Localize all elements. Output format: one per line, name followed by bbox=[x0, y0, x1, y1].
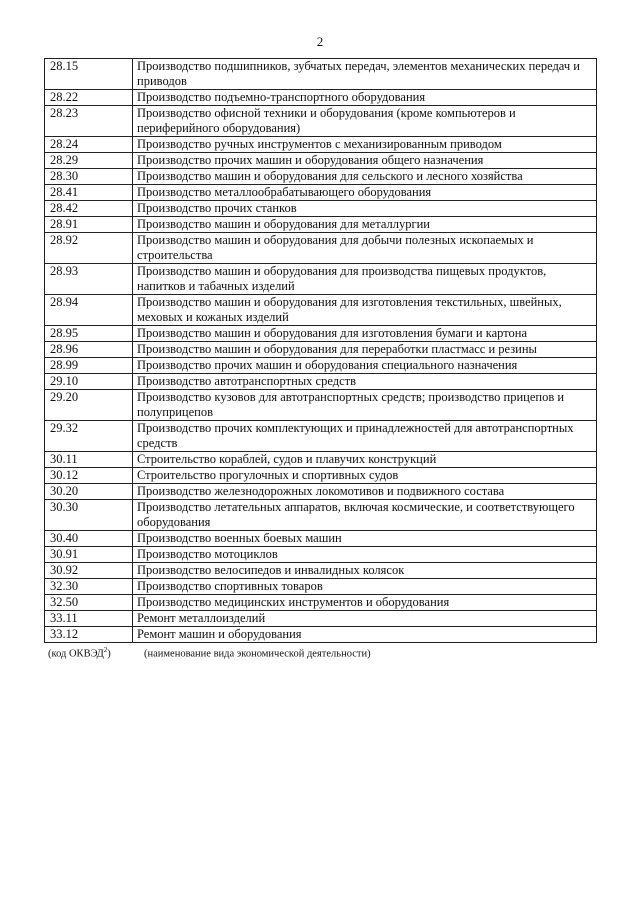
activity-name-caption: (наименование вида экономической деятельности) bbox=[144, 648, 371, 660]
table-row bbox=[45, 595, 597, 611]
table-row bbox=[45, 611, 597, 627]
activity-name-cell: Производство офисной техники и оборудования (кроме компьютеров и периферийного оборудования) bbox=[133, 106, 597, 137]
table-row bbox=[45, 217, 597, 233]
okved-table-body bbox=[45, 59, 597, 643]
activity-name-cell: Производство машин и оборудования для добычи полезных ископаемых и строительства bbox=[133, 233, 597, 264]
activity-name-cell: Производство железнодорожных локомотивов и подвижного состава bbox=[133, 484, 597, 500]
activity-name-cell: Производство кузовов для автотранспортных средств; производство прицепов и полуприцепов bbox=[133, 390, 597, 421]
okved-code-cell: 28.91 bbox=[45, 217, 133, 233]
okved-activity-table bbox=[44, 58, 597, 643]
okved-code-cell: 28.22 bbox=[45, 90, 133, 106]
activity-name-cell: Ремонт металлоизделий bbox=[133, 611, 597, 627]
table-row bbox=[45, 342, 597, 358]
table-row bbox=[45, 468, 597, 484]
activity-name-cell: Производство автотранспортных средств bbox=[133, 374, 597, 390]
table-row bbox=[45, 390, 597, 421]
okved-code-cell: 28.92 bbox=[45, 233, 133, 264]
okved-code-cell: 29.20 bbox=[45, 390, 133, 421]
okved-code-cell: 28.41 bbox=[45, 185, 133, 201]
activity-name-cell: Производство машин и оборудования для переработки пластмасс и резины bbox=[133, 342, 597, 358]
okved-code-cell: 29.10 bbox=[45, 374, 133, 390]
table-row bbox=[45, 563, 597, 579]
table-row bbox=[45, 531, 597, 547]
table-row bbox=[45, 233, 597, 264]
okved-code-cell: 28.42 bbox=[45, 201, 133, 217]
okved-code-cell: 28.94 bbox=[45, 295, 133, 326]
okved-code-cell: 30.20 bbox=[45, 484, 133, 500]
activity-name-cell: Производство спортивных товаров bbox=[133, 579, 597, 595]
table-row bbox=[45, 201, 597, 217]
okved-code-cell: 33.12 bbox=[45, 627, 133, 643]
table-row bbox=[45, 137, 597, 153]
page-number: 2 bbox=[316, 34, 324, 49]
activity-name-cell: Производство металлообрабатывающего оборудования bbox=[133, 185, 597, 201]
table-row bbox=[45, 421, 597, 452]
table-row bbox=[45, 547, 597, 563]
table-row bbox=[45, 295, 597, 326]
okved-code-cell: 30.12 bbox=[45, 468, 133, 484]
okved-code-cell: 32.30 bbox=[45, 579, 133, 595]
okved-code-cell: 28.24 bbox=[45, 137, 133, 153]
activity-name-cell: Производство прочих машин и оборудования специального назначения bbox=[133, 358, 597, 374]
okved-code-cell: 32.50 bbox=[45, 595, 133, 611]
table-row bbox=[45, 627, 597, 643]
activity-name-cell: Строительство прогулочных и спортивных судов bbox=[133, 468, 597, 484]
activity-name-cell: Производство подшипников, зубчатых передач, элементов механических передач и приводов bbox=[133, 59, 597, 90]
okved-code-cell: 28.23 bbox=[45, 106, 133, 137]
activity-name-cell: Производство машин и оборудования для сельского и лесного хозяйства bbox=[133, 169, 597, 185]
okved-code-cell: 28.29 bbox=[45, 153, 133, 169]
activity-name-cell: Производство машин и оборудования для металлургии bbox=[133, 217, 597, 233]
activity-name-cell: Производство мотоциклов bbox=[133, 547, 597, 563]
activity-name-cell: Производство велосипедов и инвалидных колясок bbox=[133, 563, 597, 579]
okved-code-cell: 30.30 bbox=[45, 500, 133, 531]
okved-code-cell: 30.11 bbox=[45, 452, 133, 468]
okved-code-cell: 30.92 bbox=[45, 563, 133, 579]
okved-code-cell: 30.40 bbox=[45, 531, 133, 547]
table-row bbox=[45, 452, 597, 468]
activity-name-cell: Производство машин и оборудования для изготовления бумаги и картона bbox=[133, 326, 597, 342]
table-row bbox=[45, 185, 597, 201]
activity-name-cell: Производство медицинских инструментов и оборудования bbox=[133, 595, 597, 611]
table-row bbox=[45, 169, 597, 185]
table-row bbox=[45, 579, 597, 595]
activity-name-cell: Производство ручных инструментов с механизированным приводом bbox=[133, 137, 597, 153]
activity-name-cell: Производство летательных аппаратов, включая космические, и соответствующего оборудования bbox=[133, 500, 597, 531]
table-footer-legend bbox=[48, 644, 608, 661]
table-row bbox=[45, 326, 597, 342]
okved-code-cell: 28.96 bbox=[45, 342, 133, 358]
okved-code-cell: 28.15 bbox=[45, 59, 133, 90]
okved-code-cell: 28.30 bbox=[45, 169, 133, 185]
activity-name-cell: Ремонт машин и оборудования bbox=[133, 627, 597, 643]
okved-code-cell: 28.93 bbox=[45, 264, 133, 295]
okved-code-cell: 33.11 bbox=[45, 611, 133, 627]
table-row bbox=[45, 374, 597, 390]
okved-code-cell: 29.32 bbox=[45, 421, 133, 452]
okved-code-cell: 28.99 bbox=[45, 358, 133, 374]
activity-name-cell: Производство подъемно-транспортного оборудования bbox=[133, 90, 597, 106]
table-row bbox=[45, 500, 597, 531]
table-row bbox=[45, 264, 597, 295]
okved-code-cell: 28.95 bbox=[45, 326, 133, 342]
footnote-marker: 2 bbox=[103, 646, 108, 654]
activity-name-cell: Производство военных боевых машин bbox=[133, 531, 597, 547]
activity-name-cell: Производство машин и оборудования для изготовления текстильных, швейных, меховых и кожаных изделий bbox=[133, 295, 597, 326]
activity-name-cell: Производство прочих машин и оборудования общего назначения bbox=[133, 153, 597, 169]
activity-name-cell: Строительство кораблей, судов и плавучих конструкций bbox=[133, 452, 597, 468]
activity-name-cell: Производство прочих комплектующих и принадлежностей для автотранспортных средств bbox=[133, 421, 597, 452]
table-row bbox=[45, 90, 597, 106]
table-row bbox=[45, 106, 597, 137]
okved-code-caption: (код ОКВЭД$^2$) bbox=[48, 646, 111, 660]
table-row bbox=[45, 59, 597, 90]
okved-code-cell: 30.91 bbox=[45, 547, 133, 563]
activity-name-cell: Производство машин и оборудования для производства пищевых продуктов, напитков и табачных изделий bbox=[133, 264, 597, 295]
table-row bbox=[45, 153, 597, 169]
table-row bbox=[45, 484, 597, 500]
table-row bbox=[45, 358, 597, 374]
activity-name-cell: Производство прочих станков bbox=[133, 201, 597, 217]
